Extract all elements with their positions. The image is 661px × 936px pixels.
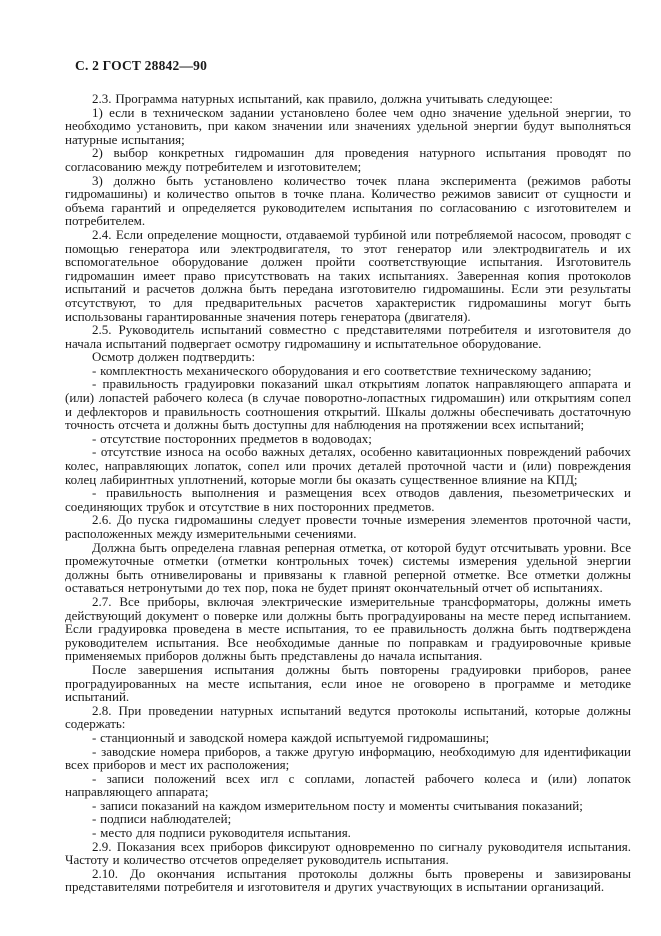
list-item-dash: - место для подписи руководителя испытания. — [92, 825, 351, 841]
list-item-dash: - правильность градуировки показаний шкал открытиям лопаток направляющего аппарата и (или) лопастей рабочего колеса (в случае поворотно-лопастных гидромашин) или открытиям сопел и дефлекторов и правильность соотношения открытий. Шкалы должны обеспечивать достаточную точность отсчета и должны быть доступны для наблюдения на протяжении всех испытаний; — [65, 376, 631, 433]
paragraph: 2.6. До пуска гидромашины следует провести точные измерения элементов проточной части, расположенных между измерительными сечениями. — [65, 512, 631, 541]
paragraph: После завершения испытания должны быть повторены градуировки приборов, ранее проградуированных на месте испытания, если иное не оговорено в программе и методике испытаний. — [65, 661, 631, 705]
list-item-dash: - комплектность механического оборудования и его соответствие техническому заданию; — [92, 362, 592, 378]
document-body — [65, 92, 631, 894]
list-item-dash: - отсутствие износа на особо важных деталях, особенно кавитационных повреждений рабочих колес, направляющих лопаток, сопел или прочих деталей проточной части и (или) повреждения колец лабиринтных уплотнений, которые могли бы оказать существенное влияние на КПД; — [65, 444, 631, 487]
paragraph: 1) если в техническом задании установлено более чем одно значение удельной энергии, то необходимо установить, при каком значении или значениях удельной энергии будут выполняться натурные испытания; — [65, 104, 631, 147]
list-item-dash: - заводские номера приборов, а также другую информацию, необходимую для идентификации всех приборов и мест их расположения; — [65, 743, 631, 773]
list-item-dash: - отсутствие посторонних предметов в водоводах; — [92, 430, 372, 446]
paragraph: Должна быть определена главная реперная отметка, от которой будут отсчитывать уровни. Все промежуточные отметки (отметки контрольных точек) системы измерения удельной энергии должны быть отнивелированы и привязаны к главной реперной отметке. Все отметки должны оставаться нетронутыми до тех пор, пока не будет принят окончательный отчет об испытаниях. — [65, 539, 631, 596]
paragraph: 2.8. При проведении натурных испытаний ведутся протоколы испытаний, которые должны содержать: — [65, 702, 631, 732]
document-page — [65, 58, 631, 894]
paragraph: 3) должно быть установлено количество точек плана эксперимента (режимов работы гидромашины) и количество опытов в точке плана. Количество режимов зависит от сущности и объема гарантий и определяется руководителем испытания по согласованию с изготовителем и потребителем. — [65, 172, 631, 229]
paragraph: 2.3. Программа натурных испытаний, как правило, должна учитывать следующее: — [92, 91, 553, 106]
list-item-dash: - записи положений всех игл с соплами, лопастей рабочего колеса и (или) лопаток направляющего аппарата; — [65, 770, 631, 800]
page-header: С. 2 ГОСТ 28842—90 — [75, 58, 208, 73]
list-item-dash: - станционный и заводской номера каждой испытуемой гидромашины; — [92, 729, 490, 745]
paragraph: 2.9. Показания всех приборов фиксируют одновременно по сигналу руководителя испытания. Частоту и количество отсчетов определяет руководитель испытания. — [65, 838, 631, 868]
paragraph: 2.7. Все приборы, включая электрические измерительные трансформаторы, должны иметь действующий документ о поверке или должны быть проградуированы на месте перед испытанием. Если градуировка проведена в месте испытания, то ее правильность должна быть подтверждена руководителем испытания. Все необходимые данные по поправкам и градуировочные кривые применяемых приборов должны быть представлены до начала испытания. — [65, 593, 631, 664]
list-item-dash: - записи показаний на каждом измерительном посту и моменты считывания показаний; — [92, 797, 583, 813]
paragraph: 2.4. Если определение мощности, отдаваемой турбиной или потребляемой насосом, проводят с помощью генератора или электродвигателя, то этот генератор или электродвигатель и их вспомогательное оборудование должен пройти соответствующие испытания. Изготовитель гидромашин имеет право присутствовать на таких испытаниях. Заверенная копия протоколов испытаний и расчетов должна быть передана изготовителю гидромашины. Если эти результаты отсутствуют, то для предварительных расчетов характеристик гидромашины могут быть использованы гарантированные значения потерь генератора (двигателя). — [65, 226, 631, 324]
paragraph: 2.10. До окончания испытания протоколы должны быть проверены и завизированы представителями потребителя и изготовителя и других участвующих в испытании организаций. — [65, 865, 631, 895]
paragraph: 2) выбор конкретных гидромашин для проведения натурного испытания проводят по согласованию между потребителем и изготовителем; — [65, 145, 631, 174]
list-item-dash: - подписи наблюдателей; — [92, 811, 232, 827]
list-item-dash: - правильность выполнения и размещения всех отводов давления, пьезометрических и соединяющих трубок и отсутствие в них посторонних предметов. — [65, 485, 631, 514]
paragraph: 2.5. Руководитель испытаний совместно с представителями потребителя и изготовителя до начала испытаний подвергает осмотру гидромашину и испытательное оборудование. — [65, 322, 631, 351]
paragraph: Осмотр должен подтвердить: — [92, 349, 256, 365]
